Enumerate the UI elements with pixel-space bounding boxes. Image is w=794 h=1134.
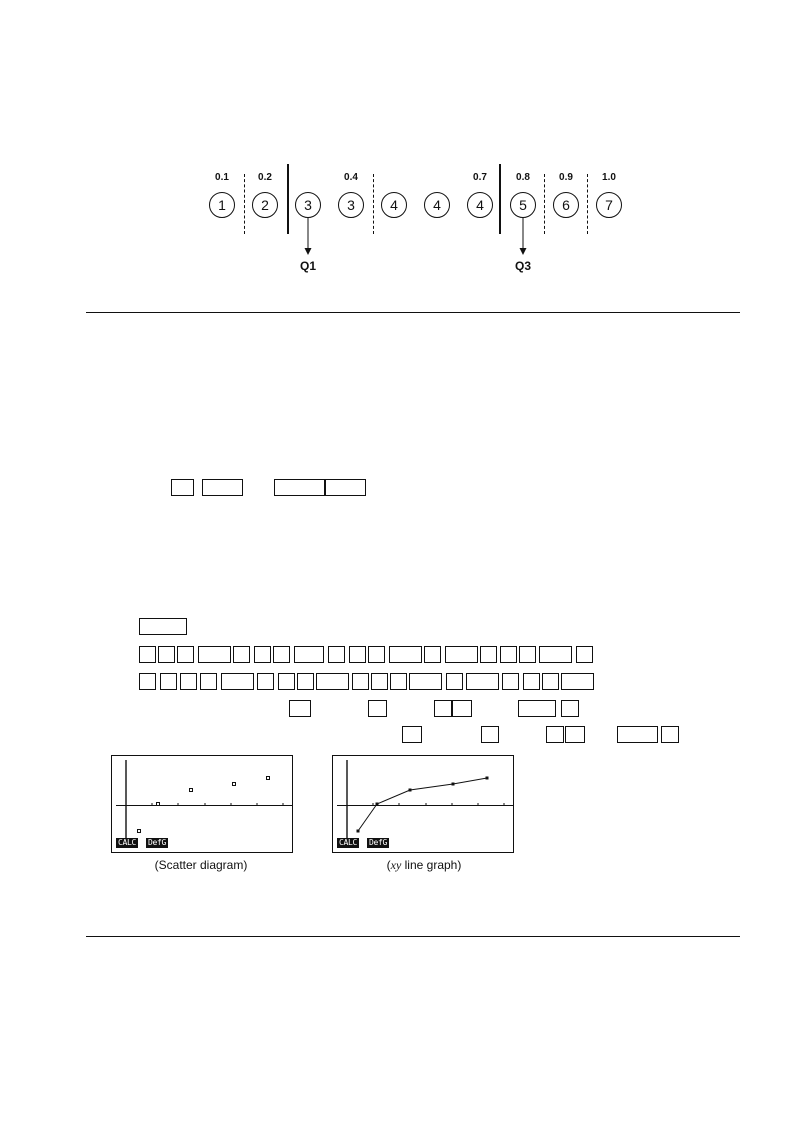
- q1-label: Q1: [299, 259, 316, 273]
- calculator-key: [561, 673, 594, 690]
- percentile-label: 0.2: [258, 172, 272, 183]
- xy-line-screen: [332, 755, 514, 853]
- calculator-key: [502, 673, 519, 690]
- calculator-key: [139, 646, 156, 663]
- calculator-key: [500, 646, 517, 663]
- calculator-key: [518, 700, 556, 717]
- line-point: [357, 830, 360, 833]
- calculator-key: [274, 479, 325, 496]
- calculator-key: [202, 479, 243, 496]
- menu-calc-tab: CALC: [118, 838, 137, 847]
- calculator-key: [539, 646, 572, 663]
- calculator-key: [160, 673, 177, 690]
- calculator-key: [452, 700, 472, 717]
- percentile-label: 0.7: [473, 172, 487, 183]
- calculator-key: [257, 673, 274, 690]
- calculator-key: [368, 646, 385, 663]
- calculator-key: [576, 646, 593, 663]
- caption-xy: xy: [390, 858, 402, 872]
- calculator-key: [200, 673, 217, 690]
- q3-arrow-icon: [517, 218, 529, 256]
- calculator-key: [446, 673, 463, 690]
- calculator-key: [297, 673, 314, 690]
- value-circle: 1: [209, 192, 235, 218]
- menu-defg-tab: DefG: [148, 838, 167, 847]
- calculator-key: [349, 646, 366, 663]
- calculator-key: [523, 673, 540, 690]
- divider-dashed: [544, 174, 545, 234]
- section-divider: [86, 936, 740, 937]
- calculator-key: [402, 726, 422, 743]
- percentile-label: 0.1: [215, 172, 229, 183]
- calculator-key: [289, 700, 311, 717]
- calculator-key: [617, 726, 658, 743]
- caption-open: (: [386, 858, 391, 872]
- calculator-key: [198, 646, 231, 663]
- calculator-key: [180, 673, 197, 690]
- divider-dashed: [244, 174, 245, 234]
- line-point: [409, 789, 412, 792]
- caption-rest: line graph): [401, 858, 462, 872]
- divider-quartile: [499, 164, 501, 234]
- calculator-key: [254, 646, 271, 663]
- calculator-key: [371, 673, 388, 690]
- calculator-key: [424, 646, 441, 663]
- percentile-label: 1.0: [602, 172, 616, 183]
- calculator-key: [328, 646, 345, 663]
- calculator-key: [542, 673, 559, 690]
- calculator-key: [390, 673, 407, 690]
- value-circle: 4: [381, 192, 407, 218]
- calculator-key: [519, 646, 536, 663]
- value-circle: 4: [467, 192, 493, 218]
- value-circle: 2: [252, 192, 278, 218]
- calculator-key: [233, 646, 250, 663]
- percentile-label: 0.9: [559, 172, 573, 183]
- line-point: [452, 783, 455, 786]
- calculator-key: [352, 673, 369, 690]
- scatter-screen: [111, 755, 293, 853]
- calculator-key: [158, 646, 175, 663]
- menu-defg-tab: DefG: [369, 838, 388, 847]
- calculator-key: [481, 726, 499, 743]
- scatter-point: [138, 830, 141, 833]
- line-point: [376, 803, 379, 806]
- calculator-key: [480, 646, 497, 663]
- scatter-caption: (Scatter diagram): [154, 858, 248, 872]
- percentile-label: 0.8: [516, 172, 530, 183]
- value-circle: 5: [510, 192, 536, 218]
- calculator-key: [466, 673, 499, 690]
- divider-quartile: [287, 164, 289, 234]
- calculator-key: [139, 618, 187, 635]
- calculator-key: [139, 673, 156, 690]
- calculator-key: [389, 646, 422, 663]
- calculator-key: [171, 479, 194, 496]
- line-point: [486, 777, 489, 780]
- calculator-key: [278, 673, 295, 690]
- calculator-key: [294, 646, 324, 663]
- calculator-key: [221, 673, 254, 690]
- q1-arrow-icon: [302, 218, 314, 256]
- scatter-point: [190, 789, 193, 792]
- calculator-key: [661, 726, 679, 743]
- value-circle: 7: [596, 192, 622, 218]
- calculator-key: [177, 646, 194, 663]
- calculator-key: [561, 700, 579, 717]
- value-circle: 3: [295, 192, 321, 218]
- calculator-key: [546, 726, 564, 743]
- calculator-key: [445, 646, 478, 663]
- menu-calc-tab: CALC: [339, 838, 358, 847]
- scatter-point: [157, 803, 160, 806]
- calculator-key: [565, 726, 585, 743]
- divider-dashed: [373, 174, 374, 234]
- section-divider: [86, 312, 740, 313]
- q3-label: Q3: [514, 259, 531, 273]
- calculator-key: [368, 700, 387, 717]
- scatter-point: [267, 777, 270, 780]
- divider-dashed: [587, 174, 588, 234]
- calculator-key: [325, 479, 366, 496]
- calculator-key: [409, 673, 442, 690]
- xy-line-caption: [324, 858, 524, 873]
- value-circle: 4: [424, 192, 450, 218]
- scatter-plot: [112, 756, 293, 853]
- percentile-label: 0.4: [344, 172, 358, 183]
- calculator-key: [273, 646, 290, 663]
- calculator-key: [434, 700, 452, 717]
- calculator-key: [316, 673, 349, 690]
- value-circle: 3: [338, 192, 364, 218]
- value-circle: 6: [553, 192, 579, 218]
- scatter-point: [233, 783, 236, 786]
- xy-line-plot: [333, 756, 514, 853]
